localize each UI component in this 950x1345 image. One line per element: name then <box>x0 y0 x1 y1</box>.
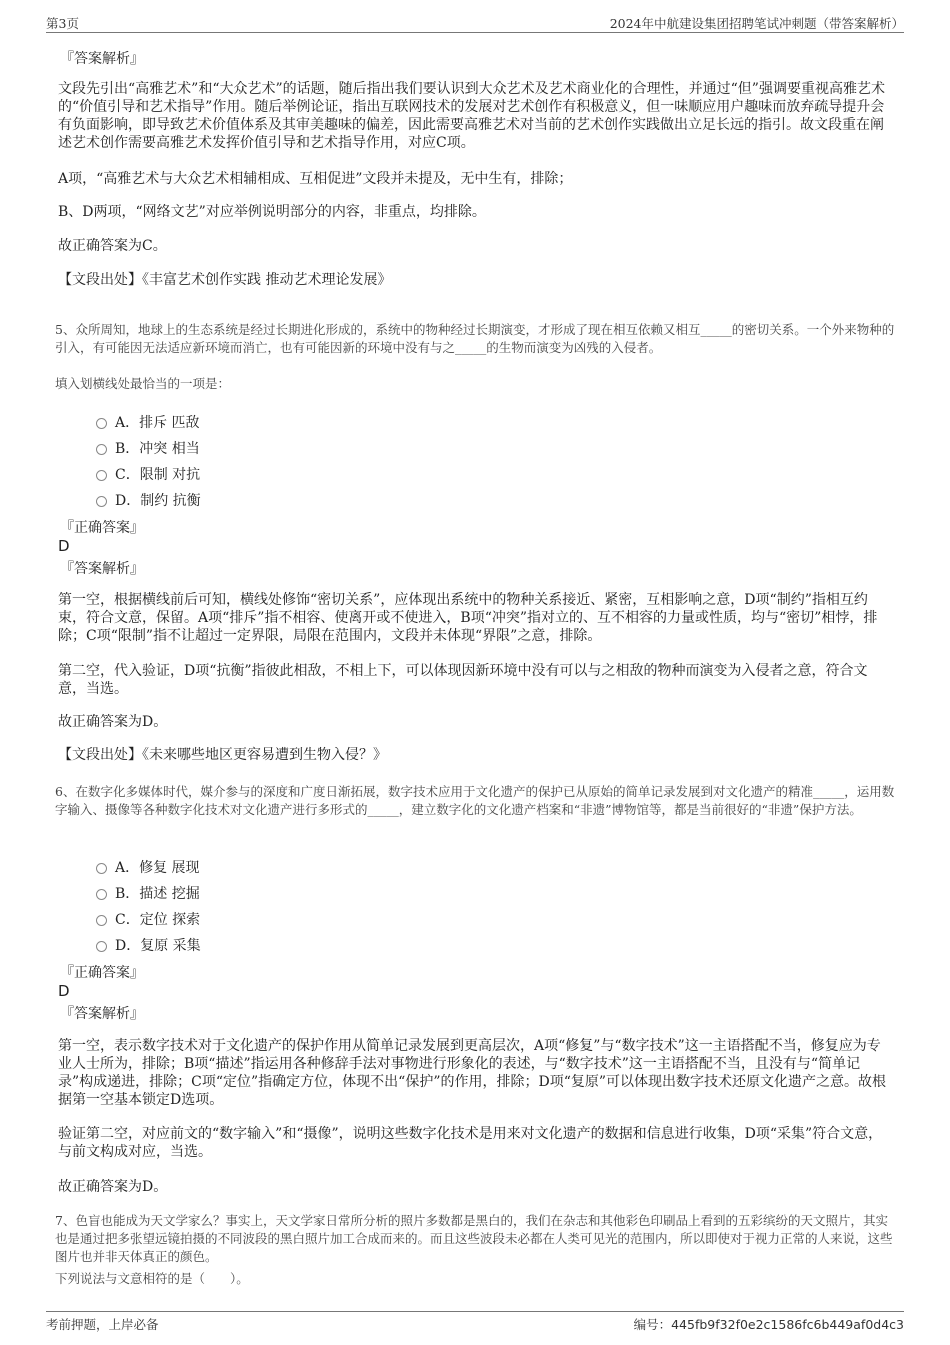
option-d[interactable]: D．制约 抗衡 <box>96 490 201 510</box>
radio-icon[interactable] <box>96 889 107 900</box>
analysis-paragraph: 文段先引出“高雅艺术”和“大众艺术”的话题，随后指出我们要认识到大众艺术及艺术商业化的合理性，并通过“但”强调要重视高雅艺术的“价值引导和艺术指导”作用。随后举例论证，指出互联网技术的发展对艺术创作有积极意义，但一味顺应用户趣味而放弃疏导提升会有负面影响，即导致艺术价值体系及其审美趣味的偏差，因此需要高雅艺术对当前的艺术创作实践做出立足长远的指引。故文段重在阐述艺术创作需要高雅艺术发挥价值引导和艺术指导作用，对应C项。 <box>58 81 885 151</box>
radio-icon[interactable] <box>96 863 107 874</box>
source-citation: 【文段出处】《未来哪些地区更容易遭到生物入侵？》 <box>58 747 387 763</box>
answer-conclusion: 故正确答案为D。 <box>58 1179 168 1195</box>
correct-answer-label: 『正确答案』 <box>60 520 144 536</box>
analysis-paragraph: 验证第二空，对应前文的“数字输入”和“摄像”，说明这些数字化技术是用来对文化遗产的数据和信息进行收集，D项“采集”符合文意，与前文构成对应，当选。 <box>58 1126 883 1160</box>
correct-answer-label: 『正确答案』 <box>60 965 144 981</box>
analysis-paragraph: 第一空，表示数字技术对于文化遗产的保护作用从简单记录发展到更高层次，A项“修复”与“数字技术”这一主语搭配不当，修复应为专业人士所为，排除；B项“描述”指运用各种修辞手法对事物进行形象化的表述，与“数字技术”这一主语搭配不当，且没有与“简单记录”构成递进，排除；C项“定位”指确定方位，体现不出“保护”的作用，排除；D项“复原”可以体现出数字技术还原文化遗产之意。故根据第一空基本锁定D选项。 <box>58 1038 887 1108</box>
question-stem-7: 7、色盲也能成为天文学家么？事实上，天文学家日常所分析的照片多数都是黑白的，我们在杂志和其他彩色印刷品上看到的五彩缤纷的天文照片，其实也是通过把多张望远镜拍摄的不同波段的黑白照片加工合成而来的。而且这些波段未必都在人类可见光的范围内，所以即使对于视力正常的人来说，这些图片也并非天体真正的颜色。 <box>55 1213 893 1264</box>
correct-answer: D <box>58 537 70 555</box>
analysis-label: 『答案解析』 <box>60 1006 144 1022</box>
option-c[interactable]: C．定位 探索 <box>96 909 200 929</box>
source-citation: 【文段出处】《丰富艺术创作实践 推动艺术理论发展》 <box>58 272 392 288</box>
analysis-paragraph: 第一空，根据横线前后可知，横线处修饰“密切关系”，应体现出系统中的物种关系接近、紧密，互相影响之意，D项“制约”指相互约束，符合文意，保留。A项“排斥”指不相容、使离开或不使进入，B项“冲突”指对立的、互不相容的力量或性质，均与“密切”相悖，排除；C项“限制”指不让超过一定界限，局限在范围内，文段并未体现“界限”之意，排除。 <box>58 592 878 644</box>
question-prompt: 下列说法与文意相符的是（ ）。 <box>55 1271 249 1286</box>
radio-icon[interactable] <box>96 444 107 455</box>
analysis-label: 『答案解析』 <box>60 51 144 67</box>
analysis-paragraph: A项，“高雅艺术与大众艺术相辅相成、互相促进”文段并未提及，无中生有，排除； <box>58 171 573 187</box>
radio-icon[interactable] <box>96 418 107 429</box>
question-prompt: 填入划横线处最恰当的一项是： <box>55 376 231 391</box>
analysis-paragraph: 第二空，代入验证，D项“抗衡”指彼此相敌，不相上下，可以体现因新环境中没有可以与之相敌的物种而演变为入侵者之意，符合文意，当选。 <box>58 663 868 697</box>
radio-icon[interactable] <box>96 470 107 481</box>
option-b[interactable]: B．冲突 相当 <box>96 438 200 458</box>
option-c[interactable]: C．限制 对抗 <box>96 464 200 484</box>
answer-conclusion: 故正确答案为D。 <box>58 714 168 730</box>
correct-answer: D <box>58 982 70 1000</box>
option-b[interactable]: B．描述 挖掘 <box>96 883 200 903</box>
page-header <box>46 14 904 33</box>
question-stem-6: 6、在数字化多媒体时代，媒介参与的深度和广度日渐拓展，数字技术应用于文化遗产的保护已从原始的简单记录发展到对文化遗产的精准_____，运用数字输入、摄像等各种数字化技术对文化遗产进行多形式的_____，建立数字化的文化遗产档案和“非遗”博物馆等，都是当前很好的“非遗”保护方法。 <box>55 784 895 817</box>
analysis-label: 『答案解析』 <box>60 561 144 577</box>
radio-icon[interactable] <box>96 915 107 926</box>
radio-icon[interactable] <box>96 496 107 507</box>
footer-slogan: 考前押题，上岸必备 <box>46 1317 159 1332</box>
question-stem-5: 5、众所周知，地球上的生态系统是经过长期进化形成的，系统中的物种经过长期演变，才形成了现在相互依赖又相互_____的密切关系。一个外来物种的引入，有可能因无法适应新环境而消亡，也有可能因新的环境中没有与之_____的生物而演变为凶残的入侵者。 <box>55 322 895 355</box>
document-title: 2024年中航建设集团招聘笔试冲刺题（带答案解析） <box>609 16 904 31</box>
document-id: 编号：445fb9f32f0e2c1586fc6b449af0d4c3 <box>633 1317 904 1332</box>
option-d[interactable]: D．复原 采集 <box>96 935 201 955</box>
page-footer <box>46 1311 904 1332</box>
page-number: 第3页 <box>46 16 79 31</box>
answer-conclusion: 故正确答案为C。 <box>58 238 167 254</box>
option-a[interactable]: A．排斥 匹敌 <box>96 412 200 432</box>
radio-icon[interactable] <box>96 941 107 952</box>
analysis-paragraph: B、D两项，“网络文艺”对应举例说明部分的内容，非重点，均排除。 <box>58 204 486 220</box>
option-a[interactable]: A．修复 展现 <box>96 857 200 877</box>
